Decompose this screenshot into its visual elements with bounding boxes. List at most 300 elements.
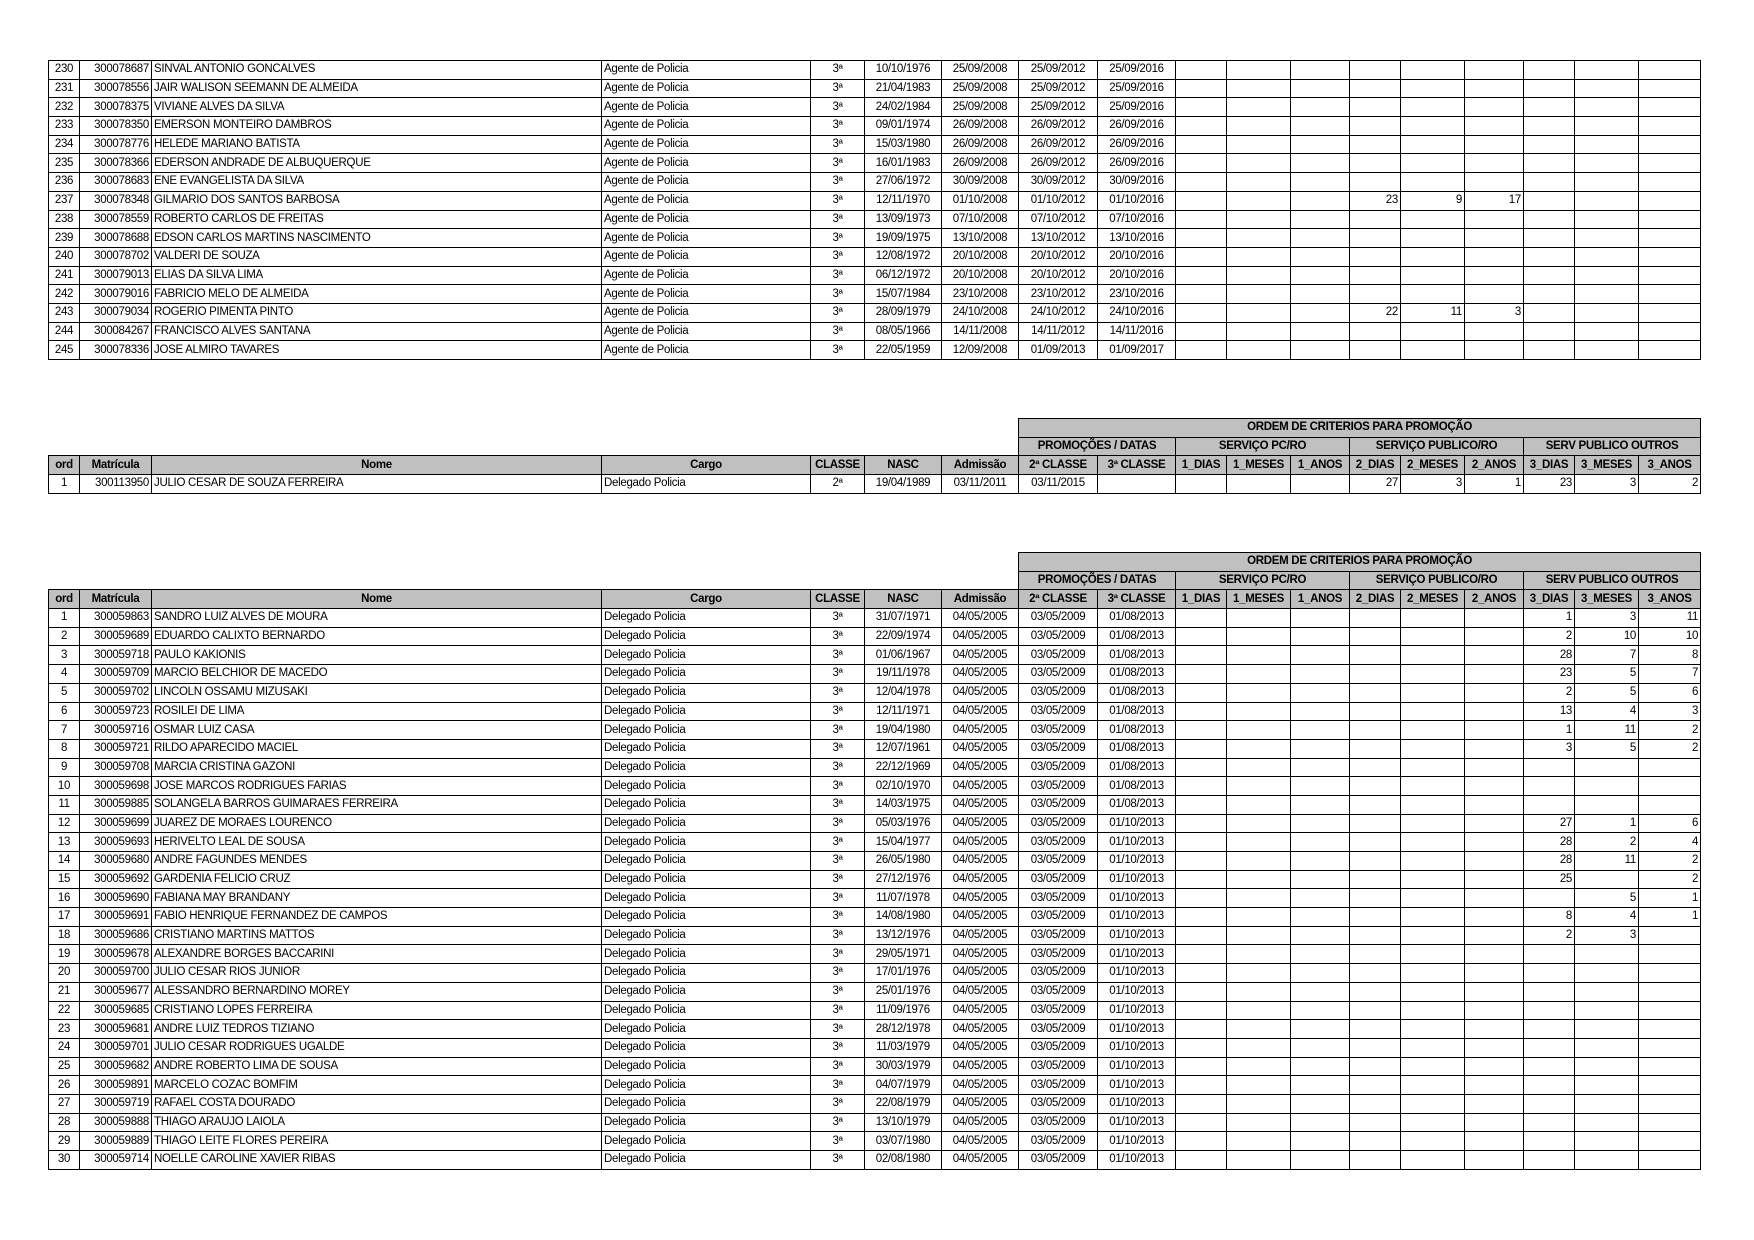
cell-anos3: 11 bbox=[1639, 609, 1701, 628]
cell-ord: 10 bbox=[49, 777, 80, 796]
cell-dias1 bbox=[1176, 1113, 1227, 1132]
cell-dias2 bbox=[1350, 1020, 1401, 1039]
cell-dias1 bbox=[1176, 61, 1227, 80]
cell-meses3: 10 bbox=[1575, 627, 1639, 646]
cell-meses2 bbox=[1401, 964, 1465, 983]
table-row bbox=[49, 982, 1701, 1001]
cell-nome: ALEXANDRE BORGES BACCARINI bbox=[152, 945, 602, 964]
cell-anos2 bbox=[1465, 1001, 1524, 1020]
cell-matricula: 300059891 bbox=[80, 1076, 152, 1095]
cell-anos3 bbox=[1639, 1038, 1701, 1057]
header-row-title bbox=[49, 553, 1701, 572]
cell-ord: 18 bbox=[49, 926, 80, 945]
cell-admissao: 04/05/2005 bbox=[942, 1057, 1019, 1076]
cell-ord: 234 bbox=[49, 135, 80, 154]
cell-anos2 bbox=[1465, 964, 1524, 983]
cell-classe3: 01/10/2013 bbox=[1098, 908, 1176, 927]
col-header-nome: Nome bbox=[152, 456, 602, 475]
cell-cargo: Agente de Policia bbox=[602, 191, 811, 210]
cell-meses3 bbox=[1575, 135, 1639, 154]
cell-anos1 bbox=[1291, 833, 1350, 852]
cell-dias2 bbox=[1350, 173, 1401, 192]
cell-cargo: Agente de Policia bbox=[602, 322, 811, 341]
cell-meses2 bbox=[1401, 683, 1465, 702]
cell-classe: 3ª bbox=[811, 852, 865, 871]
cell-ord: 14 bbox=[49, 852, 80, 871]
cell-classe3: 01/10/2013 bbox=[1098, 833, 1176, 852]
cell-ord: 242 bbox=[49, 285, 80, 304]
cell-anos3 bbox=[1639, 229, 1701, 248]
cell-cargo: Agente de Policia bbox=[602, 229, 811, 248]
cell-classe2: 26/09/2012 bbox=[1019, 135, 1098, 154]
cell-anos3: 6 bbox=[1639, 683, 1701, 702]
cell-anos1 bbox=[1291, 173, 1350, 192]
cell-classe3: 14/11/2016 bbox=[1098, 322, 1176, 341]
cell-dias2 bbox=[1350, 833, 1401, 852]
cell-cargo: Delegado Policia bbox=[602, 926, 811, 945]
cell-anos2 bbox=[1465, 79, 1524, 98]
cell-nome: LINCOLN OSSAMU MIZUSAKI bbox=[152, 683, 602, 702]
cell-meses2 bbox=[1401, 1113, 1465, 1132]
cell-admissao: 04/05/2005 bbox=[942, 683, 1019, 702]
cell-admissao: 20/10/2008 bbox=[942, 266, 1019, 285]
cell-classe: 3ª bbox=[811, 964, 865, 983]
table-row bbox=[49, 1132, 1701, 1151]
cell-nasc: 02/10/1970 bbox=[865, 777, 942, 796]
cell-ord: 232 bbox=[49, 98, 80, 117]
cell-anos2 bbox=[1465, 1132, 1524, 1151]
cell-anos2 bbox=[1465, 173, 1524, 192]
cell-meses1 bbox=[1227, 266, 1291, 285]
cell-anos3 bbox=[1639, 117, 1701, 136]
col-header-nasc: NASC bbox=[865, 590, 942, 609]
cell-classe3: 01/10/2013 bbox=[1098, 1001, 1176, 1020]
cell-nasc: 25/01/1976 bbox=[865, 982, 942, 1001]
cell-meses3 bbox=[1575, 1038, 1639, 1057]
cell-admissao: 04/05/2005 bbox=[942, 1038, 1019, 1057]
col-header-meses2: 2_MESES bbox=[1401, 590, 1465, 609]
cell-nasc: 22/09/1974 bbox=[865, 627, 942, 646]
cell-meses1 bbox=[1227, 475, 1291, 494]
cell-dias3 bbox=[1524, 945, 1575, 964]
cell-dias3 bbox=[1524, 1151, 1575, 1170]
cell-classe3: 01/08/2013 bbox=[1098, 665, 1176, 684]
cell-nome: EDSON CARLOS MARTINS NASCIMENTO bbox=[152, 229, 602, 248]
cell-matricula: 300079034 bbox=[80, 303, 152, 322]
cell-anos1 bbox=[1291, 1113, 1350, 1132]
table-row bbox=[49, 1076, 1701, 1095]
cell-nome: VALDERI DE SOUZA bbox=[152, 247, 602, 266]
cell-dias1 bbox=[1176, 322, 1227, 341]
cell-dias1 bbox=[1176, 721, 1227, 740]
cell-ord: 5 bbox=[49, 683, 80, 702]
cell-cargo: Delegado Policia bbox=[602, 814, 811, 833]
cell-admissao: 04/05/2005 bbox=[942, 1113, 1019, 1132]
cell-nasc: 09/01/1974 bbox=[865, 117, 942, 136]
cell-admissao: 07/10/2008 bbox=[942, 210, 1019, 229]
cell-anos1 bbox=[1291, 1038, 1350, 1057]
cell-ord: 1 bbox=[49, 609, 80, 628]
cell-anos1 bbox=[1291, 135, 1350, 154]
cell-admissao: 26/09/2008 bbox=[942, 117, 1019, 136]
cell-dias1 bbox=[1176, 908, 1227, 927]
cell-anos3: 2 bbox=[1639, 721, 1701, 740]
col-header-meses1: 1_MESES bbox=[1227, 456, 1291, 475]
cell-classe: 3ª bbox=[811, 154, 865, 173]
table-row bbox=[49, 926, 1701, 945]
col-header-classe2: 2ª CLASSE bbox=[1019, 456, 1098, 475]
cell-meses2 bbox=[1401, 210, 1465, 229]
cell-ord: 22 bbox=[49, 1001, 80, 1020]
cell-classe3: 23/10/2016 bbox=[1098, 285, 1176, 304]
cell-matricula: 300059718 bbox=[80, 646, 152, 665]
cell-nasc: 22/12/1969 bbox=[865, 758, 942, 777]
cell-admissao: 04/05/2005 bbox=[942, 609, 1019, 628]
cell-nome: SANDRO LUIZ ALVES DE MOURA bbox=[152, 609, 602, 628]
cell-anos3 bbox=[1639, 79, 1701, 98]
cell-dias3: 27 bbox=[1524, 814, 1575, 833]
cell-classe3: 26/09/2016 bbox=[1098, 154, 1176, 173]
cell-nasc: 31/07/1971 bbox=[865, 609, 942, 628]
cell-classe3: 25/09/2016 bbox=[1098, 98, 1176, 117]
cell-matricula: 300078559 bbox=[80, 210, 152, 229]
cell-meses3 bbox=[1575, 98, 1639, 117]
cell-dias2 bbox=[1350, 889, 1401, 908]
cell-matricula: 300059701 bbox=[80, 1038, 152, 1057]
cell-classe3: 01/08/2013 bbox=[1098, 795, 1176, 814]
cell-dias3: 28 bbox=[1524, 646, 1575, 665]
cell-nome: GILMARIO DOS SANTOS BARBOSA bbox=[152, 191, 602, 210]
cell-cargo: Delegado Policia bbox=[602, 1132, 811, 1151]
cell-nome: OSMAR LUIZ CASA bbox=[152, 721, 602, 740]
cell-dias2 bbox=[1350, 795, 1401, 814]
cell-dias1 bbox=[1176, 795, 1227, 814]
cell-meses2 bbox=[1401, 889, 1465, 908]
cell-meses2 bbox=[1401, 61, 1465, 80]
cell-dias2 bbox=[1350, 1132, 1401, 1151]
cell-dias2 bbox=[1350, 285, 1401, 304]
cell-nome: ELIAS DA SILVA LIMA bbox=[152, 266, 602, 285]
cell-meses2 bbox=[1401, 926, 1465, 945]
cell-admissao: 04/05/2005 bbox=[942, 1001, 1019, 1020]
table-row bbox=[49, 79, 1701, 98]
cell-nasc: 24/02/1984 bbox=[865, 98, 942, 117]
cell-meses3 bbox=[1575, 61, 1639, 80]
cell-nasc: 21/04/1983 bbox=[865, 79, 942, 98]
cell-matricula: 300059690 bbox=[80, 889, 152, 908]
cell-anos2 bbox=[1465, 814, 1524, 833]
cell-meses1 bbox=[1227, 739, 1291, 758]
col-header-dias3: 3_DIAS bbox=[1524, 590, 1575, 609]
cell-matricula: 300084267 bbox=[80, 322, 152, 341]
cell-dias2 bbox=[1350, 1057, 1401, 1076]
cell-cargo: Delegado Policia bbox=[602, 683, 811, 702]
cell-classe3: 26/09/2016 bbox=[1098, 117, 1176, 136]
cell-dias2: 22 bbox=[1350, 303, 1401, 322]
cell-classe2: 03/05/2009 bbox=[1019, 814, 1098, 833]
cell-dias3 bbox=[1524, 210, 1575, 229]
cell-meses2 bbox=[1401, 945, 1465, 964]
cell-meses2 bbox=[1401, 739, 1465, 758]
cell-anos2 bbox=[1465, 1094, 1524, 1113]
cell-admissao: 25/09/2008 bbox=[942, 98, 1019, 117]
table-row bbox=[49, 758, 1701, 777]
cell-matricula: 300059889 bbox=[80, 1132, 152, 1151]
cell-dias1 bbox=[1176, 117, 1227, 136]
cell-meses2 bbox=[1401, 1001, 1465, 1020]
cell-classe2: 03/05/2009 bbox=[1019, 1094, 1098, 1113]
table-row bbox=[49, 739, 1701, 758]
cell-dias1 bbox=[1176, 852, 1227, 871]
cell-dias3 bbox=[1524, 1001, 1575, 1020]
cell-nasc: 15/03/1980 bbox=[865, 135, 942, 154]
cell-classe2: 03/05/2009 bbox=[1019, 739, 1098, 758]
cell-nasc: 28/12/1978 bbox=[865, 1020, 942, 1039]
cell-classe2: 24/10/2012 bbox=[1019, 303, 1098, 322]
cell-admissao: 25/09/2008 bbox=[942, 61, 1019, 80]
cell-dias1 bbox=[1176, 683, 1227, 702]
cell-matricula: 300059681 bbox=[80, 1020, 152, 1039]
table-row bbox=[49, 61, 1701, 80]
col-header-anos3: 3_ANOS bbox=[1639, 456, 1701, 475]
cell-anos1 bbox=[1291, 341, 1350, 360]
cell-meses1 bbox=[1227, 852, 1291, 871]
cell-matricula: 300059692 bbox=[80, 870, 152, 889]
cell-dias1 bbox=[1176, 475, 1227, 494]
cell-nome: FABRICIO MELO DE ALMEIDA bbox=[152, 285, 602, 304]
cell-nasc: 16/01/1983 bbox=[865, 154, 942, 173]
cell-anos3 bbox=[1639, 341, 1701, 360]
cell-nome: SINVAL ANTONIO GONCALVES bbox=[152, 61, 602, 80]
table-row bbox=[49, 1151, 1701, 1170]
cell-meses3 bbox=[1575, 154, 1639, 173]
cell-dias2 bbox=[1350, 758, 1401, 777]
cell-dias2: 23 bbox=[1350, 191, 1401, 210]
cell-nasc: 22/05/1959 bbox=[865, 341, 942, 360]
cell-meses3: 4 bbox=[1575, 702, 1639, 721]
cell-dias3 bbox=[1524, 303, 1575, 322]
cell-anos1 bbox=[1291, 154, 1350, 173]
cell-meses2 bbox=[1401, 154, 1465, 173]
cell-classe: 3ª bbox=[811, 739, 865, 758]
cell-nasc: 11/09/1976 bbox=[865, 1001, 942, 1020]
cell-dias3 bbox=[1524, 229, 1575, 248]
cell-nasc: 22/08/1979 bbox=[865, 1094, 942, 1113]
cell-anos3 bbox=[1639, 1094, 1701, 1113]
cell-nasc: 11/03/1979 bbox=[865, 1038, 942, 1057]
cell-matricula: 300078375 bbox=[80, 98, 152, 117]
cell-classe: 3ª bbox=[811, 1076, 865, 1095]
cell-meses3: 2 bbox=[1575, 833, 1639, 852]
cell-cargo: Delegado Policia bbox=[602, 964, 811, 983]
cell-nome: ROGERIO PIMENTA PINTO bbox=[152, 303, 602, 322]
col-header-admissao: Admissão bbox=[942, 590, 1019, 609]
cell-meses2 bbox=[1401, 79, 1465, 98]
cell-meses3 bbox=[1575, 777, 1639, 796]
cell-cargo: Delegado Policia bbox=[602, 795, 811, 814]
col-header-anos2: 2_ANOS bbox=[1465, 590, 1524, 609]
cell-anos2 bbox=[1465, 870, 1524, 889]
col-header-cargo: Cargo bbox=[602, 456, 811, 475]
cell-classe2: 03/05/2009 bbox=[1019, 646, 1098, 665]
cell-dias3: 2 bbox=[1524, 683, 1575, 702]
cell-cargo: Delegado Policia bbox=[602, 1076, 811, 1095]
cell-cargo: Agente de Policia bbox=[602, 173, 811, 192]
cell-dias1 bbox=[1176, 777, 1227, 796]
cell-dias3 bbox=[1524, 1113, 1575, 1132]
cell-dias1 bbox=[1176, 814, 1227, 833]
cell-dias2 bbox=[1350, 908, 1401, 927]
cell-admissao: 04/05/2005 bbox=[942, 1020, 1019, 1039]
cell-anos1 bbox=[1291, 908, 1350, 927]
cell-ord: 239 bbox=[49, 229, 80, 248]
cell-anos1 bbox=[1291, 739, 1350, 758]
table-row bbox=[49, 1038, 1701, 1057]
cell-anos1 bbox=[1291, 303, 1350, 322]
group-servico-publico: SERVIÇO PUBLICO/RO bbox=[1350, 437, 1524, 456]
header-row-groups bbox=[49, 571, 1701, 590]
cell-anos2 bbox=[1465, 721, 1524, 740]
cell-anos2 bbox=[1465, 322, 1524, 341]
cell-classe2: 26/09/2012 bbox=[1019, 117, 1098, 136]
cell-anos2 bbox=[1465, 1151, 1524, 1170]
cell-ord: 3 bbox=[49, 646, 80, 665]
cell-admissao: 04/05/2005 bbox=[942, 665, 1019, 684]
table-row bbox=[49, 627, 1701, 646]
col-header-anos3: 3_ANOS bbox=[1639, 590, 1701, 609]
table-row bbox=[49, 721, 1701, 740]
cell-dias3 bbox=[1524, 1057, 1575, 1076]
cell-anos2 bbox=[1465, 210, 1524, 229]
cell-dias3 bbox=[1524, 191, 1575, 210]
cell-meses3: 5 bbox=[1575, 739, 1639, 758]
cell-meses1 bbox=[1227, 758, 1291, 777]
cell-meses2 bbox=[1401, 721, 1465, 740]
cell-anos1 bbox=[1291, 702, 1350, 721]
cell-dias3: 1 bbox=[1524, 721, 1575, 740]
cell-meses2 bbox=[1401, 627, 1465, 646]
cell-classe2: 03/05/2009 bbox=[1019, 964, 1098, 983]
cell-classe: 3ª bbox=[811, 61, 865, 80]
cell-dias2 bbox=[1350, 870, 1401, 889]
col-header-dias2: 2_DIAS bbox=[1350, 590, 1401, 609]
table-row bbox=[49, 210, 1701, 229]
cell-anos3 bbox=[1639, 266, 1701, 285]
cell-classe2: 14/11/2012 bbox=[1019, 322, 1098, 341]
cell-dias3 bbox=[1524, 117, 1575, 136]
cell-meses3 bbox=[1575, 982, 1639, 1001]
cell-dias2 bbox=[1350, 229, 1401, 248]
cell-meses2 bbox=[1401, 1094, 1465, 1113]
cell-ord: 17 bbox=[49, 908, 80, 927]
cell-classe3: 01/10/2013 bbox=[1098, 1057, 1176, 1076]
table-row bbox=[49, 1113, 1701, 1132]
cell-meses3 bbox=[1575, 758, 1639, 777]
table-row bbox=[49, 191, 1701, 210]
cell-admissao: 13/10/2008 bbox=[942, 229, 1019, 248]
cell-anos1 bbox=[1291, 1057, 1350, 1076]
cell-dias2 bbox=[1350, 1076, 1401, 1095]
cell-classe: 3ª bbox=[811, 908, 865, 927]
cell-meses1 bbox=[1227, 777, 1291, 796]
cell-classe2: 03/05/2009 bbox=[1019, 833, 1098, 852]
cell-ord: 19 bbox=[49, 945, 80, 964]
cell-classe: 3ª bbox=[811, 341, 865, 360]
col-header-dias2: 2_DIAS bbox=[1350, 456, 1401, 475]
cell-nasc: 11/07/1978 bbox=[865, 889, 942, 908]
cell-cargo: Delegado Policia bbox=[602, 1001, 811, 1020]
cell-nome: ROBERTO CARLOS DE FREITAS bbox=[152, 210, 602, 229]
cell-dias3: 25 bbox=[1524, 870, 1575, 889]
cell-anos1 bbox=[1291, 117, 1350, 136]
table-row bbox=[49, 1001, 1701, 1020]
cell-anos1 bbox=[1291, 1094, 1350, 1113]
cell-dias2 bbox=[1350, 322, 1401, 341]
cell-dias3 bbox=[1524, 266, 1575, 285]
cell-meses2 bbox=[1401, 814, 1465, 833]
cell-meses2 bbox=[1401, 1057, 1465, 1076]
cell-admissao: 04/05/2005 bbox=[942, 739, 1019, 758]
cell-admissao: 25/09/2008 bbox=[942, 79, 1019, 98]
cell-anos3: 4 bbox=[1639, 833, 1701, 852]
cell-matricula: 300059885 bbox=[80, 795, 152, 814]
cell-classe: 3ª bbox=[811, 191, 865, 210]
table-row bbox=[49, 117, 1701, 136]
cell-meses2 bbox=[1401, 1132, 1465, 1151]
cell-matricula: 300078687 bbox=[80, 61, 152, 80]
cell-classe2: 03/05/2009 bbox=[1019, 777, 1098, 796]
cell-anos2 bbox=[1465, 702, 1524, 721]
cell-nome: ANDRE ROBERTO LIMA DE SOUSA bbox=[152, 1057, 602, 1076]
cell-ord: 236 bbox=[49, 173, 80, 192]
cell-nome: JULIO CESAR RIOS JUNIOR bbox=[152, 964, 602, 983]
cell-meses3: 3 bbox=[1575, 926, 1639, 945]
cell-classe2: 03/05/2009 bbox=[1019, 683, 1098, 702]
cell-ord: 243 bbox=[49, 303, 80, 322]
cell-classe3: 01/10/2013 bbox=[1098, 1076, 1176, 1095]
cell-anos3: 8 bbox=[1639, 646, 1701, 665]
cell-cargo: Agente de Policia bbox=[602, 98, 811, 117]
cell-nasc: 10/10/1976 bbox=[865, 61, 942, 80]
cell-dias2 bbox=[1350, 1038, 1401, 1057]
cell-meses3 bbox=[1575, 341, 1639, 360]
cell-dias2 bbox=[1350, 117, 1401, 136]
cell-anos3 bbox=[1639, 191, 1701, 210]
cell-classe3: 01/08/2013 bbox=[1098, 609, 1176, 628]
cell-dias1 bbox=[1176, 1057, 1227, 1076]
cell-matricula: 300079013 bbox=[80, 266, 152, 285]
cell-nasc: 04/07/1979 bbox=[865, 1076, 942, 1095]
table-row bbox=[49, 266, 1701, 285]
cell-anos2 bbox=[1465, 777, 1524, 796]
cell-dias3 bbox=[1524, 982, 1575, 1001]
cell-meses1 bbox=[1227, 247, 1291, 266]
cell-nome: MARCIO BELCHIOR DE MACEDO bbox=[152, 665, 602, 684]
cell-anos2: 17 bbox=[1465, 191, 1524, 210]
cell-nome: EDUARDO CALIXTO BERNARDO bbox=[152, 627, 602, 646]
table-row bbox=[49, 833, 1701, 852]
cell-dias1 bbox=[1176, 1076, 1227, 1095]
cell-dias2 bbox=[1350, 739, 1401, 758]
cell-nome: THIAGO LEITE FLORES PEREIRA bbox=[152, 1132, 602, 1151]
criteria-title: ORDEM DE CRITERIOS PARA PROMOÇÃO bbox=[1019, 419, 1701, 438]
cell-dias3 bbox=[1524, 135, 1575, 154]
cell-ord: 2 bbox=[49, 627, 80, 646]
cell-anos2 bbox=[1465, 627, 1524, 646]
cell-classe: 3ª bbox=[811, 1113, 865, 1132]
table-row bbox=[49, 870, 1701, 889]
cell-meses2 bbox=[1401, 247, 1465, 266]
